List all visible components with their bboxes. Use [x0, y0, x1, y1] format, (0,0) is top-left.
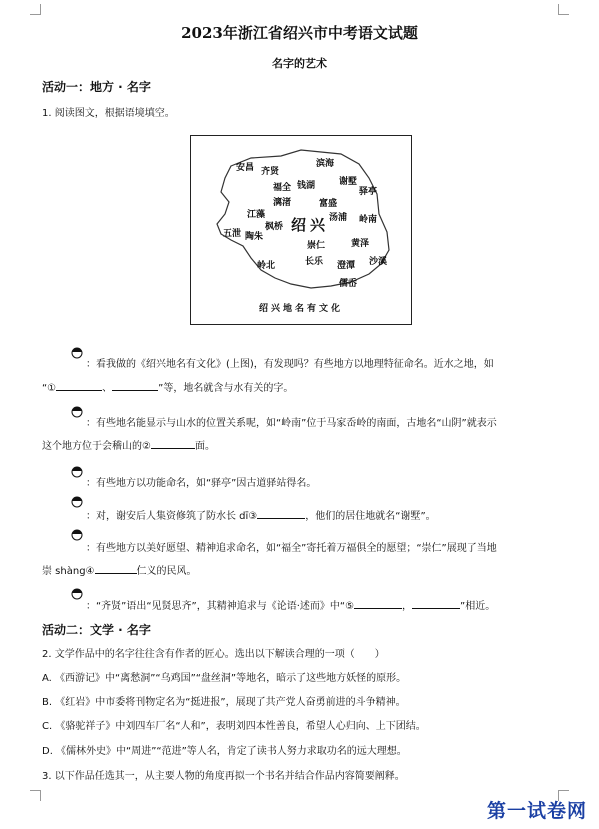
map-figure — [190, 135, 412, 325]
place-label: 滨海 — [316, 159, 335, 169]
place-label: 驿亭 — [359, 187, 378, 197]
speaker-avatar-icon — [70, 403, 84, 419]
map-center-name: 绍兴 — [291, 216, 330, 234]
place-label: 岭南 — [359, 215, 378, 225]
place-label: 长乐 — [305, 257, 324, 267]
answer-blank[interactable] — [95, 563, 137, 574]
activity2-heading: 活动二：文学 · 名字 — [42, 623, 151, 637]
place-label: 福全 — [273, 183, 292, 193]
place-label: 安昌 — [236, 163, 255, 173]
place-label: 崇仁 — [307, 241, 326, 251]
question-1: 1. 阅读图文，根据语境填空。 — [42, 108, 175, 119]
speaker-avatar-icon — [70, 585, 84, 601]
page-subtitle: 名字的艺术 — [272, 57, 327, 70]
corner-mark — [558, 4, 569, 15]
dialogue-4: ：对，谢安后人集资修筑了防水长 dī③ ，他们的居住地就名“谢墅”。 — [86, 507, 436, 522]
dialogue-6: ：“齐贤”语出“见贤思齐”，其精神追求与《论语·述而》中“⑤ ， ”相近。 — [86, 597, 495, 612]
speaker-avatar-icon — [70, 493, 84, 509]
place-label: 沙溪 — [369, 257, 388, 267]
answer-blank[interactable] — [354, 598, 402, 609]
corner-mark — [30, 790, 41, 801]
place-label: 谢墅 — [339, 177, 358, 187]
dialogue-5-fill: 崇 shàng④ 仁义的民风。 — [42, 562, 197, 577]
answer-blank[interactable] — [112, 380, 158, 391]
answer-blank[interactable] — [56, 380, 102, 391]
place-label: 澄潭 — [337, 261, 356, 271]
place-label: 黄泽 — [351, 239, 370, 249]
map-caption: 绍兴地名有文化 — [258, 304, 343, 314]
place-label: 陶朱 — [245, 232, 264, 242]
answer-blank[interactable] — [151, 438, 195, 449]
place-label: 漓渚 — [273, 198, 292, 208]
place-label: 钱湖 — [297, 181, 316, 191]
place-label: 五泄 — [223, 229, 242, 239]
place-label: 富盛 — [319, 199, 338, 209]
question-3: 3. 以下作品任选其一，从主要人物的角度再拟一个书名并结合作品内容简要阐释。 — [42, 771, 405, 782]
speaker-avatar-icon — [70, 526, 84, 542]
question-2: 2. 文学作品中的名字往往含有作者的匠心。选出以下解读合理的一项（ ） — [42, 649, 385, 660]
activity1-heading: 活动一：地方 · 名字 — [42, 80, 151, 94]
dialogue-1-fill: “① 、 ”等，地名就含与水有关的字。 — [42, 379, 293, 394]
corner-mark — [30, 4, 41, 15]
page-title: 2023年浙江省绍兴市中考语文试题 — [181, 24, 418, 42]
answer-blank[interactable] — [412, 598, 460, 609]
watermark-logo: 第一试卷网 — [486, 800, 587, 822]
place-label: 枫桥 — [265, 222, 284, 232]
option-d[interactable]: D. 《儒林外史》中“周进”“范进”等人名，肯定了读书人努力求取功名的远大理想。 — [42, 746, 407, 757]
place-label: 江藻 — [247, 210, 266, 220]
place-label: 岭北 — [257, 261, 276, 271]
place-label: 汤浦 — [329, 213, 348, 223]
dialogue-3: ：有些地方以功能命名，如“驿亭”因古道驿站得名。 — [86, 478, 317, 489]
place-label: 儒岙 — [339, 279, 358, 289]
dialogue-2: ：有些地名能显示与山水的位置关系呢，如“岭南”位于马家岙岭的南面，古地名“山阴”就表示 — [86, 418, 497, 429]
option-a[interactable]: A. 《西游记》中“离愁洞”“乌鸡国”“盘丝洞”等地名，暗示了这些地方妖怪的原形。 — [42, 673, 407, 684]
option-b[interactable]: B. 《红岩》中市委将刊物定名为“挺进报”，展现了共产党人奋勇前进的斗争精神。 — [42, 697, 406, 708]
dialogue-2-fill: 这个地方位于会稽山的② 面。 — [42, 437, 215, 452]
answer-blank[interactable] — [257, 508, 305, 519]
option-c[interactable]: C. 《骆驼祥子》中刘四车厂名“人和”，表明刘四本性善良，希望人心归向、上下团结。 — [42, 721, 426, 732]
dialogue-5: ：有些地方以美好愿望、精神追求命名，如“福全”寄托着万福俱全的愿望；“崇仁”展现了当地 — [86, 543, 497, 554]
speaker-avatar-icon — [70, 344, 84, 360]
speaker-avatar-icon — [70, 463, 84, 479]
dialogue-1: ：看我做的《绍兴地名有文化》(上图)，有发现吗？有些地方以地理特征命名。近水之地，如 — [86, 359, 494, 370]
place-label: 齐贤 — [261, 167, 280, 177]
